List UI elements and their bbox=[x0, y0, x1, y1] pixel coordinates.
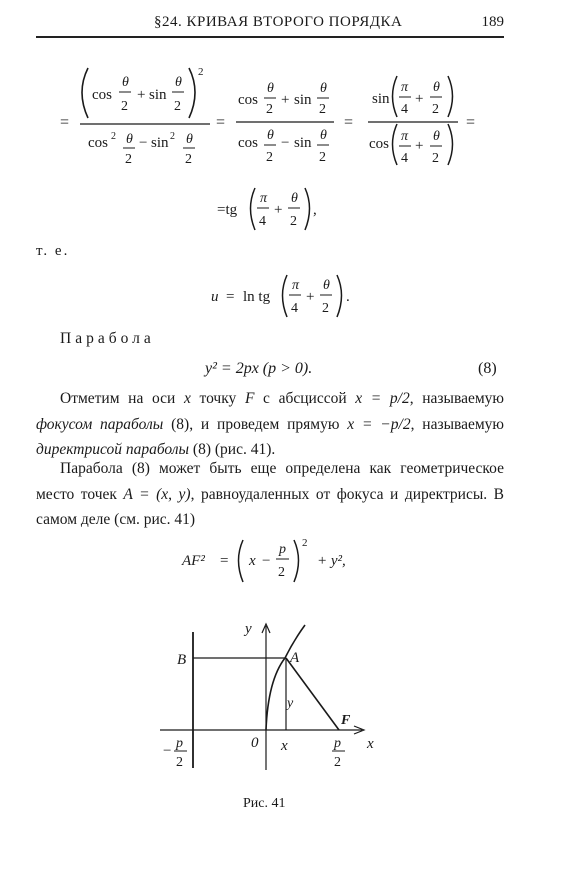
num-pi: π bbox=[292, 278, 300, 293]
term-focus: фокусом параболы bbox=[36, 415, 164, 433]
num-theta: θ bbox=[433, 129, 440, 144]
num-theta: θ bbox=[186, 132, 193, 147]
period: . bbox=[346, 289, 350, 305]
section-heading-parabola: Парабола bbox=[60, 330, 155, 347]
text-run: (8), и проведем прямую bbox=[163, 415, 348, 433]
op-plus: + bbox=[137, 87, 146, 103]
text-run: , равноудаленных от фокуса и директрисы. В самом деле (см. рис. 41) bbox=[36, 485, 504, 528]
num-theta: θ bbox=[291, 191, 298, 206]
op-plus: + bbox=[274, 202, 283, 218]
op-equals: = bbox=[220, 553, 229, 569]
eq1-equals-0: = bbox=[60, 114, 70, 131]
label-2-directrix: 2 bbox=[176, 755, 183, 770]
num-p: p bbox=[279, 542, 286, 557]
den-two: 2 bbox=[322, 301, 329, 316]
op-minus: − bbox=[281, 135, 290, 151]
segment-AF bbox=[286, 658, 339, 730]
equation-af bbox=[181, 537, 346, 582]
label-y-axis: y bbox=[245, 621, 252, 637]
label-y-segment: y bbox=[287, 696, 294, 711]
fn-cos: cos bbox=[88, 135, 108, 151]
label-B: B bbox=[177, 652, 187, 668]
op-plus: + bbox=[306, 289, 315, 305]
den-two: 2 bbox=[290, 214, 297, 229]
figure-caption: Рис. 41 bbox=[243, 796, 286, 811]
op-equals: = bbox=[226, 289, 235, 305]
den-two: 2 bbox=[266, 150, 273, 165]
exponent: 2 bbox=[302, 537, 308, 549]
figure-41 bbox=[160, 621, 374, 770]
op-plus: + bbox=[415, 91, 424, 107]
label-minus-directrix: − bbox=[163, 743, 172, 759]
num-theta: θ bbox=[320, 81, 327, 96]
paren-right bbox=[189, 68, 195, 118]
text-run: Парабола (8) может быть еще определена как геометрическое место точек bbox=[36, 460, 504, 503]
fn-sin: sin bbox=[294, 135, 312, 151]
num-pi: π bbox=[401, 80, 409, 95]
num-pi: π bbox=[401, 129, 409, 144]
den-two: 2 bbox=[266, 102, 273, 117]
num-pi: π bbox=[260, 191, 268, 206]
exponent: 2 bbox=[198, 66, 204, 78]
num-theta: θ bbox=[267, 81, 274, 96]
label-x-tick: x bbox=[281, 738, 288, 754]
comma: , bbox=[313, 202, 317, 218]
num-theta: θ bbox=[175, 75, 182, 90]
op-equals: = bbox=[216, 114, 226, 131]
af-lhs: AF² bbox=[182, 553, 205, 569]
den-four: 4 bbox=[401, 151, 408, 166]
text-run: , называемую bbox=[410, 415, 505, 433]
den-four: 4 bbox=[401, 102, 408, 117]
equation-u bbox=[211, 275, 350, 317]
fn-cos: cos bbox=[369, 136, 389, 152]
equation-tg bbox=[217, 188, 317, 230]
op-minus: − bbox=[262, 553, 271, 569]
den-two: 2 bbox=[432, 102, 439, 117]
op-equals: = bbox=[466, 114, 476, 131]
paragraph-focus-directrix bbox=[36, 386, 504, 463]
num-theta: θ bbox=[267, 128, 274, 143]
eq2-prefix: =tg bbox=[217, 202, 238, 218]
label-2-focus: 2 bbox=[334, 755, 341, 770]
math-A-point: A = (x, y) bbox=[123, 485, 191, 503]
fn-ln-tg: ln tg bbox=[243, 289, 271, 305]
paragraph-locus-definition bbox=[36, 456, 504, 533]
fn-sin: sin bbox=[151, 135, 169, 151]
text-run: с абсциссой bbox=[254, 390, 356, 407]
den-two: 2 bbox=[278, 565, 285, 580]
num-theta: θ bbox=[320, 128, 327, 143]
af-tail: + y², bbox=[317, 553, 346, 569]
exponent: 2 bbox=[170, 131, 175, 142]
den-two: 2 bbox=[125, 152, 132, 167]
af-x: x bbox=[249, 553, 256, 569]
u-symbol: u bbox=[211, 289, 219, 305]
equation-8: y² = 2px (p > 0). bbox=[205, 360, 313, 377]
den-four: 4 bbox=[291, 301, 298, 316]
den-two: 2 bbox=[174, 99, 181, 114]
text-run: , называемую bbox=[409, 390, 504, 407]
op-equals: = bbox=[344, 114, 354, 131]
den-two: 2 bbox=[319, 102, 326, 117]
math-x: x bbox=[183, 390, 191, 407]
math-x-minus-p2: x = −p/2 bbox=[347, 415, 411, 433]
label-p-focus: p bbox=[334, 736, 341, 751]
te-abbrev: т. е. bbox=[36, 243, 70, 259]
math-F: F bbox=[244, 390, 255, 407]
den-two: 2 bbox=[432, 151, 439, 166]
num-theta: θ bbox=[433, 80, 440, 95]
den-two: 2 bbox=[121, 99, 128, 114]
fn-sin: sin bbox=[372, 91, 390, 107]
page-number: 189 bbox=[481, 14, 504, 30]
fn-cos: cos bbox=[238, 135, 258, 151]
den-two: 2 bbox=[185, 152, 192, 167]
math-x-p2: x = p/2 bbox=[355, 390, 410, 407]
text-run: (8) (рис. 41). bbox=[189, 441, 276, 458]
label-x-axis: x bbox=[367, 736, 374, 752]
fn-cos: cos bbox=[238, 92, 258, 108]
exponent: 2 bbox=[111, 131, 116, 142]
paren-left bbox=[82, 68, 88, 118]
label-p-directrix: p bbox=[176, 736, 183, 751]
text-run: Отметим на оси bbox=[60, 390, 184, 407]
den-four: 4 bbox=[259, 214, 266, 229]
fn-sin: sin bbox=[294, 92, 312, 108]
op-plus: + bbox=[415, 138, 424, 154]
fn-sin: sin bbox=[149, 87, 167, 103]
fn-cos: cos bbox=[92, 87, 112, 103]
num-theta: θ bbox=[323, 278, 330, 293]
op-minus: − bbox=[139, 135, 148, 151]
den-two: 2 bbox=[319, 150, 326, 165]
label-A: A bbox=[290, 650, 300, 666]
text-run: точку bbox=[190, 390, 245, 407]
label-origin: 0 bbox=[251, 735, 259, 751]
num-theta: θ bbox=[126, 132, 133, 147]
op-plus: + bbox=[281, 92, 290, 108]
term-directrix: директрисой параболы bbox=[36, 441, 190, 458]
equation-8-number: (8) bbox=[478, 360, 497, 377]
equation-chain-1 bbox=[60, 66, 475, 167]
num-theta: θ bbox=[122, 75, 129, 90]
running-head-title: §24. КРИВАЯ ВТОРОГО ПОРЯДКА bbox=[154, 14, 403, 30]
label-F: F bbox=[341, 713, 351, 728]
